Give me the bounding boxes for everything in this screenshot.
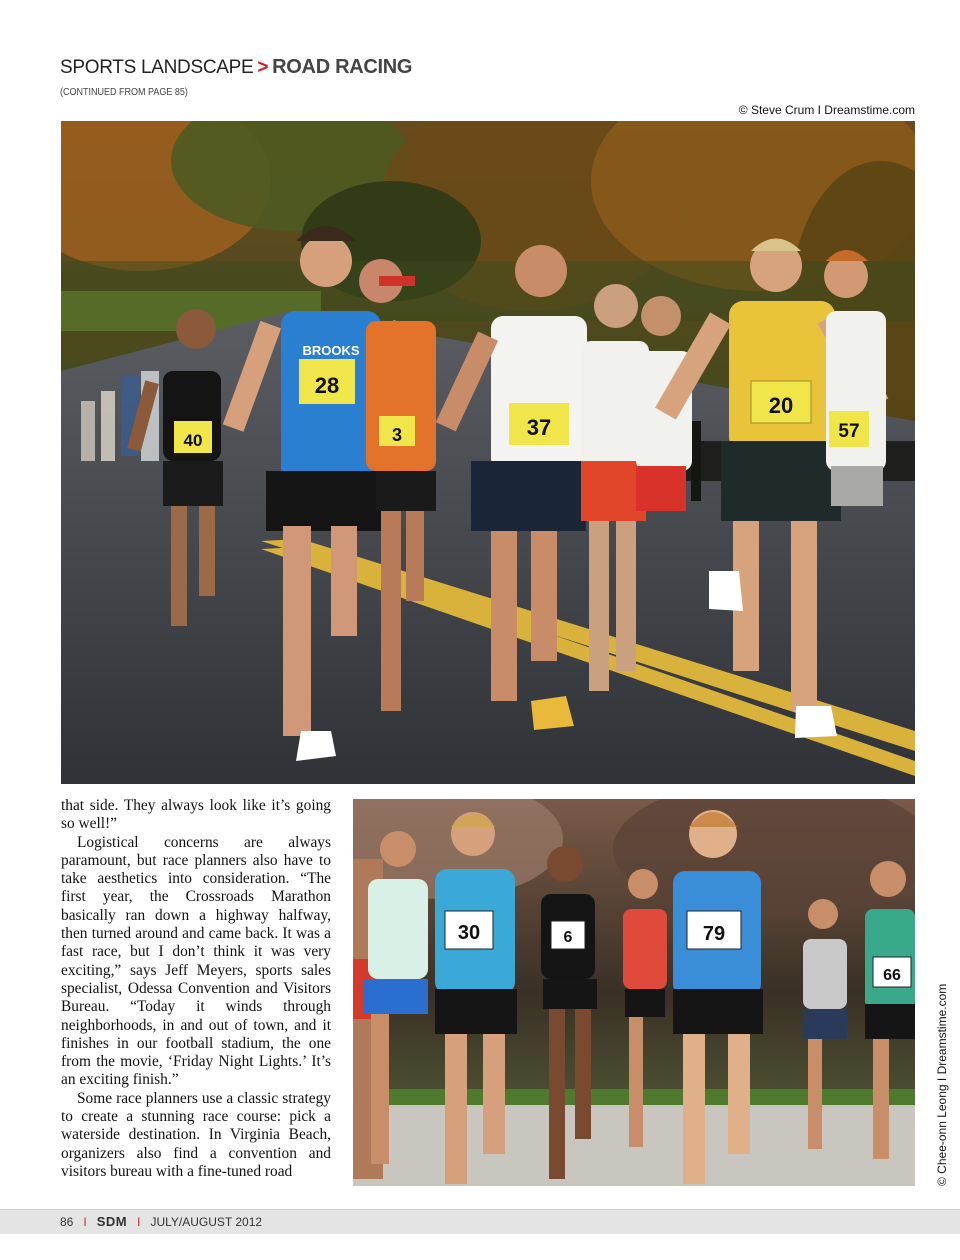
bib-3: 3 <box>391 425 403 445</box>
bib-79: 79 <box>702 923 726 945</box>
section-header <box>60 56 412 79</box>
article-paragraph-2: Logistical concerns are always paramount, but race planners also have to take aesthetics into consideration. “The first year, the Crossroads Marathon basically ran down a highway halfway, then turned around and came back. It was a fast race, but I don’t think it was very exciting,” says Jeff Meyers, sports sales specialist, Odessa Convention and Visitors Bureau. “Today it winds through neighborhoods, in and out of town, and it finishes in our football stadium, the one from the movie, ‘Friday Night Lights.’ It’s an exciting finish.” <box>61 833 331 1089</box>
section-arrow: > <box>257 57 269 78</box>
top-photo-mens-road-race <box>61 121 915 784</box>
page-footer <box>60 1214 262 1229</box>
bib-37: 37 <box>526 415 552 440</box>
bib-40: 40 <box>183 431 203 450</box>
runner-brand-text: BROOKS <box>302 343 360 358</box>
bib-66: 66 <box>883 967 901 984</box>
footer-separator: I <box>83 1215 87 1229</box>
article-paragraph-3: Some race planners use a classic strategy to create a stunning race course: pick a waterside destination. In Virginia Beach, organizers also find a convention and visitors bureau with a fine-tuned road <box>61 1089 331 1180</box>
article-column <box>61 797 331 1181</box>
bib-28: 28 <box>314 373 340 398</box>
bottom-photo-illustration <box>353 799 915 1186</box>
top-photo-illustration <box>61 121 915 784</box>
page-number: 86 <box>60 1215 74 1229</box>
bib-20: 20 <box>768 393 794 418</box>
bottom-photo-credit: © Chee-onn Leong I Dreamstime.com <box>935 983 949 1186</box>
bib-57: 57 <box>838 421 860 442</box>
footer-separator-2: I <box>137 1215 141 1229</box>
subsection-title: ROAD RACING <box>272 56 413 78</box>
section-title: SPORTS LANDSCAPE <box>60 57 254 78</box>
issue-date: JULY/AUGUST 2012 <box>150 1215 263 1229</box>
bib-6: 6 <box>563 929 573 946</box>
article-paragraph-1: that side. They always look like it’s going so well!” <box>61 797 331 833</box>
top-photo-credit: © Steve Crum I Dreamstime.com <box>738 103 915 117</box>
magazine-name: SDM <box>96 1214 128 1229</box>
bib-30: 30 <box>457 922 481 944</box>
continued-note: (CONTINUED FROM PAGE 85) <box>60 87 188 98</box>
bottom-photo-womens-race <box>353 799 915 1186</box>
